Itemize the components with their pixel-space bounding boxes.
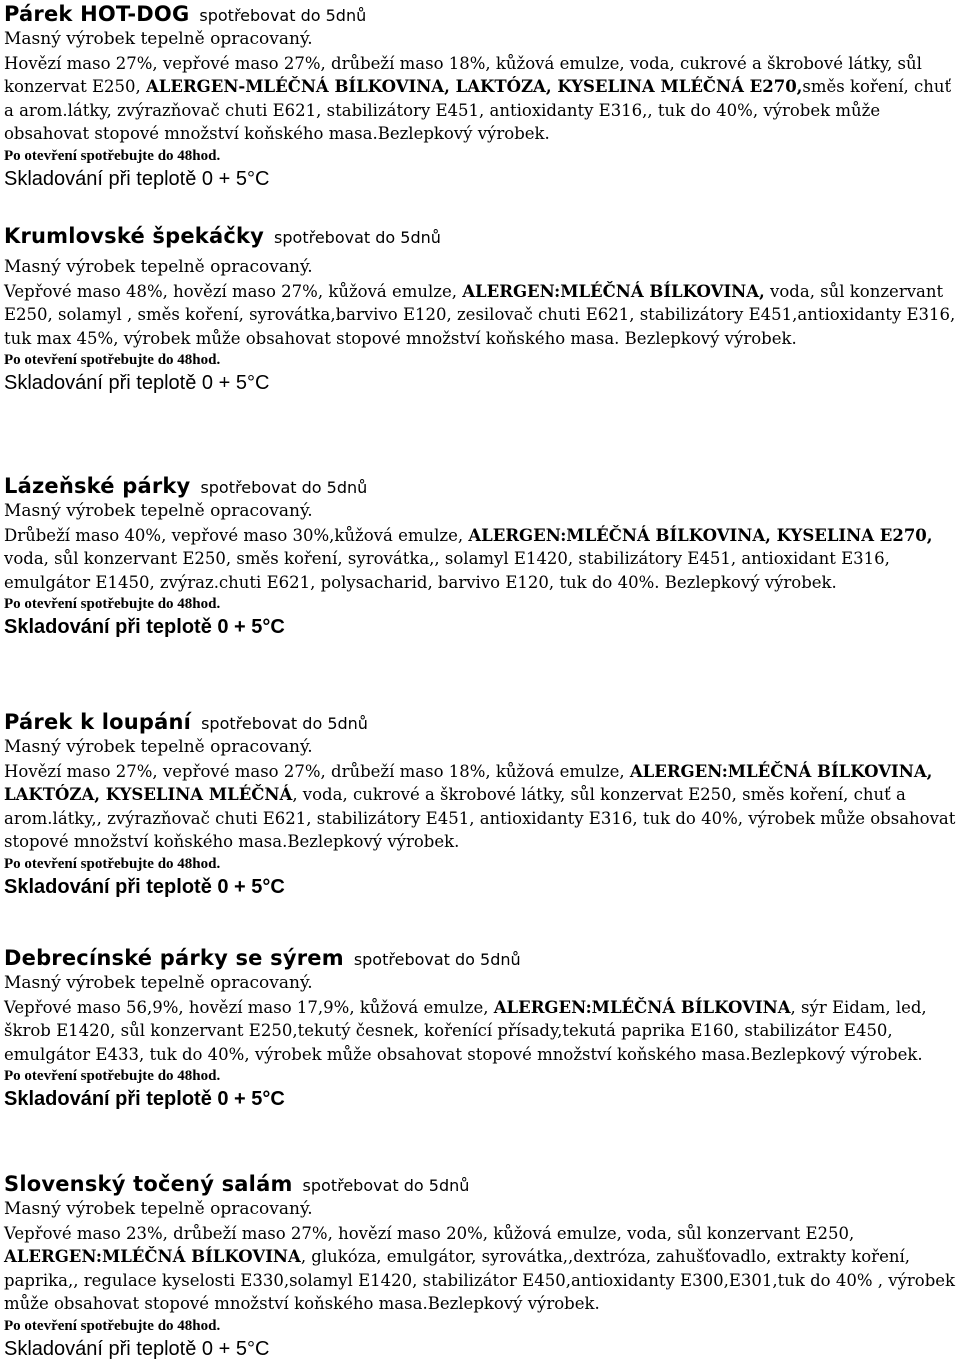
shelf-life: spotřebovat do 5dnů xyxy=(302,1176,470,1195)
product-name: Krumlovské špekáčky xyxy=(4,224,265,248)
allergen-text: ALERGEN:MLÉČNÁ BÍLKOVINA, LAKTÓZA, KYSELINA MLÉČNÁ xyxy=(4,761,933,804)
storage-temperature: Skladování při teplotě 0 + 5°C xyxy=(4,1088,285,1110)
product-type: Masný výrobek tepelně opracovaný. xyxy=(4,501,313,521)
ingredients-text: Hovězí maso 27%, vepřové maso 27%, drůbeží maso 18%, kůžová emulze, voda, cukrové a škrobové látky, sůl konzervat E250, xyxy=(4,53,922,96)
product-name: Párek HOT-DOG xyxy=(4,2,190,26)
ingredients-text: Vepřové maso 56,9%, hovězí maso 17,9%, kůžová emulze, xyxy=(4,997,494,1017)
after-opening: Po otevření spotřebujte do 48hod. xyxy=(4,147,221,164)
ingredients-text: voda, sůl konzervant E250, solamyl , směs koření, syrovátka,barvivo E120, zesilovač chuti E621, stabilizátory E451,antioxidanty E316, tuk max 45%, výrobek může obsahovat stopové množství koňského masa. Bezlepkový výrobek. xyxy=(4,281,956,348)
allergen-text: ALERGEN:MLÉČNÁ BÍLKOVINA, KYSELINA E270, xyxy=(468,525,933,545)
product-parek-k-loupani xyxy=(4,708,956,900)
shelf-life: spotřebovat do 5dnů xyxy=(274,228,441,247)
product-debrecinske-parky xyxy=(4,944,956,1112)
shelf-life: spotřebovat do 5dnů xyxy=(200,478,368,497)
storage-temperature: Skladování při teplotě 0 + 5°C xyxy=(4,167,270,190)
allergen-text: ALERGEN-MLÉČNÁ BÍLKOVINA, LAKTÓZA, KYSELINA MLÉČNÁ E270, xyxy=(145,77,803,96)
product-type: Masný výrobek tepelně opracovaný. xyxy=(4,973,313,993)
product-name: Párek k loupání xyxy=(4,710,192,734)
ingredients xyxy=(4,996,956,1067)
allergen-text: ALERGEN:MLÉČNÁ BÍLKOVINA, xyxy=(462,281,765,301)
allergen-text: ALERGEN:MLÉČNÁ BÍLKOVINA xyxy=(493,997,791,1017)
storage-temperature: Skladování při teplotě 0 + 5°C xyxy=(4,1337,270,1360)
after-opening: Po otevření spotřebujte do 48hod. xyxy=(4,1068,221,1084)
ingredients xyxy=(4,524,956,595)
allergen-text: ALERGEN:MLÉČNÁ BÍLKOVINA xyxy=(4,1247,301,1266)
product-type: Masný výrobek tepelně opracovaný. xyxy=(4,29,313,49)
ingredients-text: směs koření, chuť a arom.látky, zvýrazňovač chuti E621, stabilizátory E451, antioxidanty E316,, tuk do 40%, výrobek může obsahovat stopové množství koňského masa.Bezlepkový výrobek. xyxy=(4,77,952,143)
ingredients-text: , glukóza, emulgátor, syrovátka,,dextróza, zahušťovadlo, extrakty koření, paprika,, regulace kyselosti E330,solamyl E1420, stabilizátor E450,antioxidanty E300,E301,tuk do 40% , výrobek může obsahovat stopové množství koňského masa.Bezlepkový výrobek. xyxy=(4,1247,956,1313)
storage-temperature: Skladování při teplotě 0 + 5°C xyxy=(4,616,285,638)
ingredients-text: Hovězí maso 27%, vepřové maso 27%, drůbeží maso 18%, kůžová emulze, xyxy=(4,761,630,781)
storage-temperature: Skladování při teplotě 0 + 5°C xyxy=(4,372,270,394)
product-slovensky-salam xyxy=(4,1170,956,1362)
ingredients-text: , sýr Eidam, led, škrob E1420, sůl konzervant E250,tekutý česnek, kořenící přísady,tekutá paprika E160, stabilizátor E450, emulgátor E433, tuk do 40%, výrobek může obsahovat stopové množství koňského masa.Bezlepkový výrobek. xyxy=(4,997,927,1064)
product-type: Masný výrobek tepelně opracovaný. xyxy=(4,737,313,757)
after-opening: Po otevření spotřebujte do 48hod. xyxy=(4,352,221,368)
storage-temperature: Skladování při teplotě 0 + 5°C xyxy=(4,875,285,898)
ingredients xyxy=(4,1222,956,1316)
ingredients-text: Vepřové maso 23%, drůbeží maso 27%, hovězí maso 20%, kůžová emulze, voda, sůl konzervant E250, xyxy=(4,1223,855,1243)
product-type: Masný výrobek tepelně opracovaný. xyxy=(4,257,313,277)
product-krumlovske-spekacky xyxy=(4,222,956,396)
shelf-life: spotřebovat do 5dnů xyxy=(199,6,367,25)
ingredients xyxy=(4,280,956,351)
shelf-life: spotřebovat do 5dnů xyxy=(201,714,368,733)
after-opening: Po otevření spotřebujte do 48hod. xyxy=(4,855,221,872)
product-name: Debrecínské párky se sýrem xyxy=(4,946,344,970)
ingredients-text: , voda, cukrové a škrobové látky, sůl konzervat E250, směs koření, chuť a arom.látky,, zvýrazňovač chuti E621, stabilizátory E451, antioxidanty E316, tuk do 40%, výrobek může obsahovat stopové množství koňského masa.Bezlepkový výrobek. xyxy=(4,785,956,851)
product-name: Lázeňské párky xyxy=(4,474,191,498)
ingredients-text: Vepřové maso 48%, hovězí maso 27%, kůžová emulze, xyxy=(4,281,463,301)
product-type: Masný výrobek tepelně opracovaný. xyxy=(4,1199,313,1219)
shelf-life: spotřebovat do 5dnů xyxy=(353,950,521,969)
ingredients xyxy=(4,52,956,146)
after-opening: Po otevření spotřebujte do 48hod. xyxy=(4,596,221,612)
product-name: Slovenský točený salám xyxy=(4,1172,293,1196)
after-opening: Po otevření spotřebujte do 48hod. xyxy=(4,1317,221,1334)
product-hot-dog xyxy=(4,0,956,192)
ingredients-text: voda, sůl konzervant E250, směs koření, syrovátka,, solamyl E1420, stabilizátory E451, antioxidant E316, emulgátor E1450, zvýraz.chuti E621, polysacharid, barvivo E120, tuk do 40%. Bezlepkový výrobek. xyxy=(4,549,890,592)
ingredients xyxy=(4,760,956,854)
ingredients-text: Drůbeží maso 40%, vepřové maso 30%,kůžová emulze, xyxy=(4,525,469,545)
product-lazenske-parky xyxy=(4,472,956,640)
